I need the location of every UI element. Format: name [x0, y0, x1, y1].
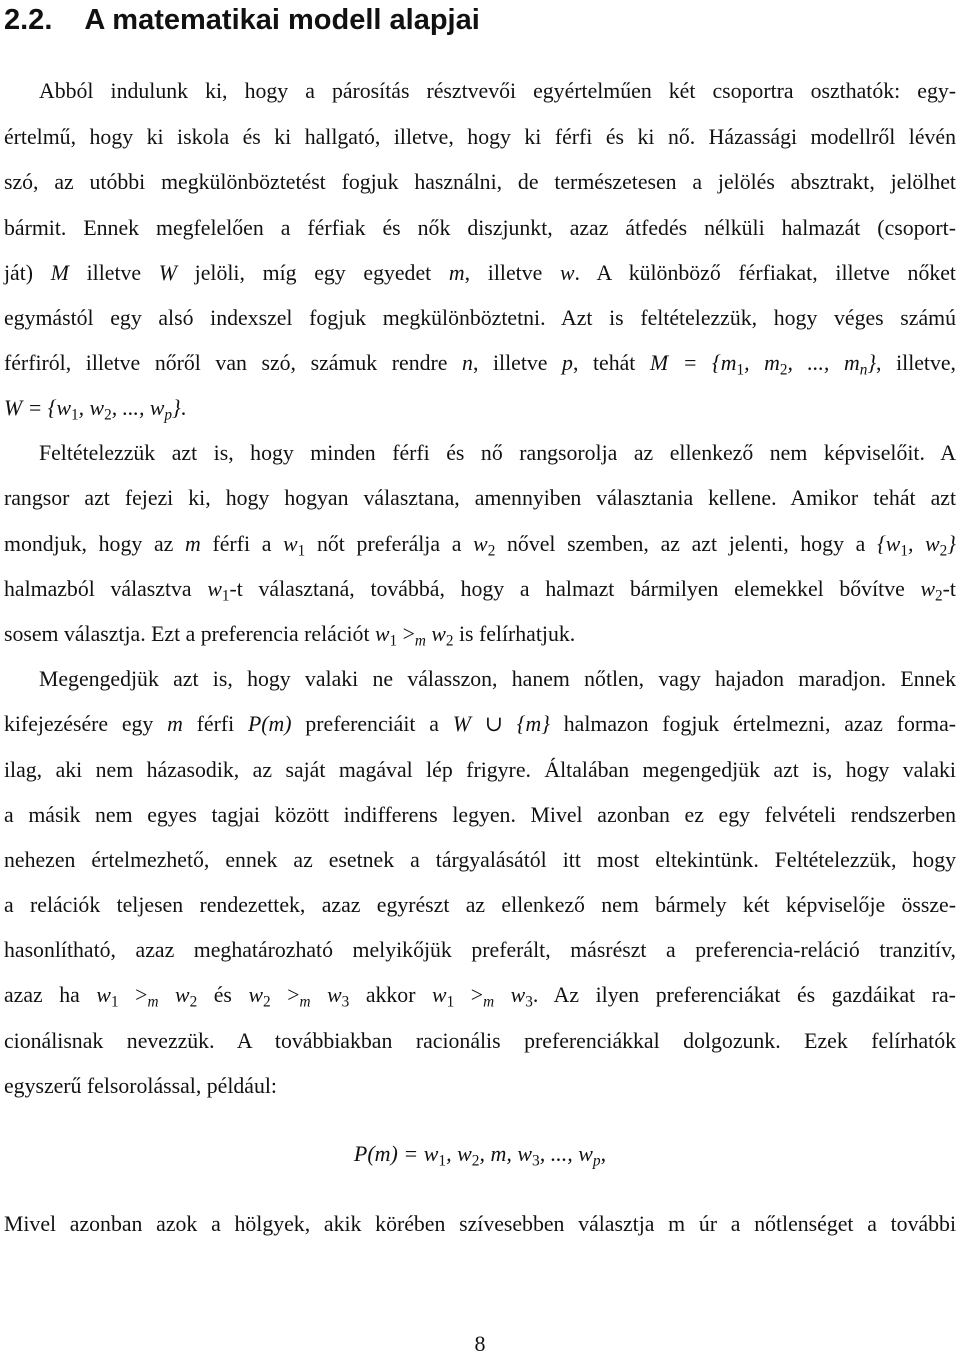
text-line: nehezen értelmezhető, ennek az esetnek a tárgyalásától itt most eltekintünk. Feltételezzük, hogy	[4, 848, 956, 872]
text-line: bármit. Ennek megfelelően a férfiak és nők diszjunkt, azaz átfedés nélküli halmazát (csoport-	[4, 216, 956, 240]
text-line: a relációk teljesen rendezettek, azaz egyrészt az ellenkező nem bármely két képviselője össze-	[4, 893, 956, 917]
section-title: A matematikai modell alapjai	[84, 4, 480, 36]
text-line: Feltételezzük azt is, hogy minden férfi és nő rangsorolja az ellenkező nem képviselőit. A	[39, 441, 956, 465]
text-line: sosem választja. Ezt a preferencia relációt $w_1 >_m$ $w_2$ is felírhatjuk.	[4, 622, 576, 650]
text-line: halmazból választva $w_1-t$ választaná, továbbá, hogy a halmazt bármilyen elemekkel bővítve $w_2-t$	[4, 577, 956, 605]
section-heading	[4, 0, 480, 40]
page-number: 8	[474, 1331, 486, 1356]
text-line: szó, az utóbbi megkülönböztetést fogjuk használni, de természetesen a jelölés absztrakt, jelölhet	[4, 170, 956, 194]
text-line: cionálisnak nevezzük. A továbbiakban racionális preferenciákkal dolgozunk. Ezek felírhatók	[4, 1029, 956, 1053]
text-line: kifejezésére egy m férfi P(m) preferenciáit a W ∪ {m} halmazon fogjuk értelmezni, azaz forma-	[4, 712, 957, 736]
text-line: Abból indulunk ki, hogy a párosítás résztvevői egyértelműen két csoportra oszthatók: egy-	[39, 79, 956, 103]
text-line: egyszerű felsorolással, például:	[4, 1074, 277, 1098]
text-line: ilag, aki nem házasodik, az saját magával lép frigyre. Általában megengedjük azt is, hogy valaki	[4, 758, 956, 782]
text-line: Megengedjük azt is, hogy valaki ne válasszon, hanem nőtlen, vagy hajadon maradjon. Ennek	[39, 667, 956, 691]
text-line: mondjuk, hogy az m férfi a $w_1$ nőt preferálja a $w_2$ nővel szemben, az azt jelenti, hogy a {$w_1$, $w_2$}	[4, 532, 957, 560]
text-line: férfiról, illetve nőről van szó, számuk rendre n, illetve p, tehát $M = \{m_1$, $m_2$, ..., $m_n$}, illetve,	[4, 351, 957, 379]
text-line: rangsor azt fejezi ki, hogy hogyan választana, amennyiben választania kellene. Amikor tehát azt	[4, 486, 956, 510]
text-line: értelmű, hogy ki iskola és ki hallgató, illetve, hogy ki férfi és ki nő. Házassági modellről lévén	[4, 125, 956, 149]
text-line: egymástól egy alsó indexszel fogjuk megkülönböztetni. Azt is feltételezzük, hogy véges számú	[4, 306, 956, 330]
text-line: Mivel azonban azok a hölgyek, akik körében szívesebben választja m úr a nőtlenséget a további	[4, 1212, 956, 1236]
text-line: ját) M illetve W jelöli, míg egy egyedet m, illetve w. A különböző férfiakat, illetve nőket	[4, 261, 956, 285]
text-line: a másik nem egyes tagjai között indifferens legyen. Mivel azonban ez egy felvételi rendszerben	[4, 803, 956, 827]
text-line: $W = \{w_1$, $w_2$, ..., $w_p$}.	[4, 396, 187, 424]
math-set-m: $M = \{m_1$, $m_2$, ..., $m_n$}	[649, 351, 877, 379]
text-line: hasonlítható, azaz meghatározható melyikőjük preferált, másrészt a preferencia-reláció tranzitív,	[4, 938, 956, 962]
text-line: azaz ha $w_1 >_m$ $w_2$ és $w_2 >_m$ $w_3$ akkor $w_1 >_m$ $w_3$. Az ilyen preferenciákat és gazdáikat ra-	[4, 983, 956, 1011]
display-formula: $P(m) = w_1$, $w_2$, m, $w_3$, ..., $w_p$,	[353, 1141, 607, 1170]
section-number: 2.2.	[4, 4, 53, 36]
math-set-w: $W = \{w_1$, $w_2$, ..., $w_p$}	[4, 396, 181, 424]
